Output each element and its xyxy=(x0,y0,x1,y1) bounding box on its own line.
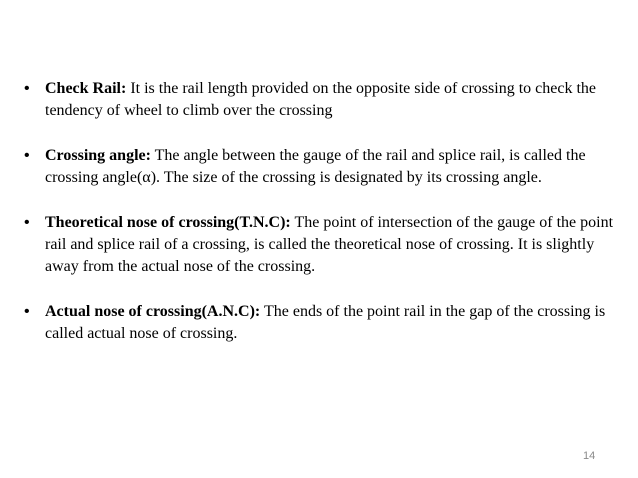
bullet-item-check-rail xyxy=(24,78,622,122)
term-label: Theoretical nose of crossing(T.N.C): xyxy=(45,214,291,231)
definition-text: The angle between the gauge of the rail and splice rail, is called the crossing angle(α). The size of the crossing is designated by its crossing angle. xyxy=(45,147,586,186)
definition-text: The ends of the point rail in the gap of the crossing is called actual nose of crossing. xyxy=(45,303,606,342)
bullet-icon: • xyxy=(24,80,30,97)
term-label: Actual nose of crossing(A.N.C): xyxy=(45,303,261,320)
definition-text: The point of intersection of the gauge of the point rail and splice rail of a crossing, is called the theoretical nose of crossing. It is slightly away from the actual nose of the crossing. xyxy=(45,214,614,275)
term-label: Crossing angle: xyxy=(45,147,151,164)
bullet-icon: • xyxy=(24,147,30,164)
definition-text: It is the rail length provided on the opposite side of crossing to check the tendency of wheel to climb over the crossing xyxy=(45,80,596,119)
bullet-item-actual-nose xyxy=(24,301,622,345)
page-number: 14 xyxy=(583,450,596,462)
bullet-icon: • xyxy=(24,214,30,231)
bullet-icon: • xyxy=(24,303,30,320)
bullet-item-theoretical-nose xyxy=(24,212,622,278)
term-label: Check Rail: xyxy=(45,80,127,97)
bullet-item-crossing-angle xyxy=(24,145,622,189)
bullet-list xyxy=(24,78,622,345)
